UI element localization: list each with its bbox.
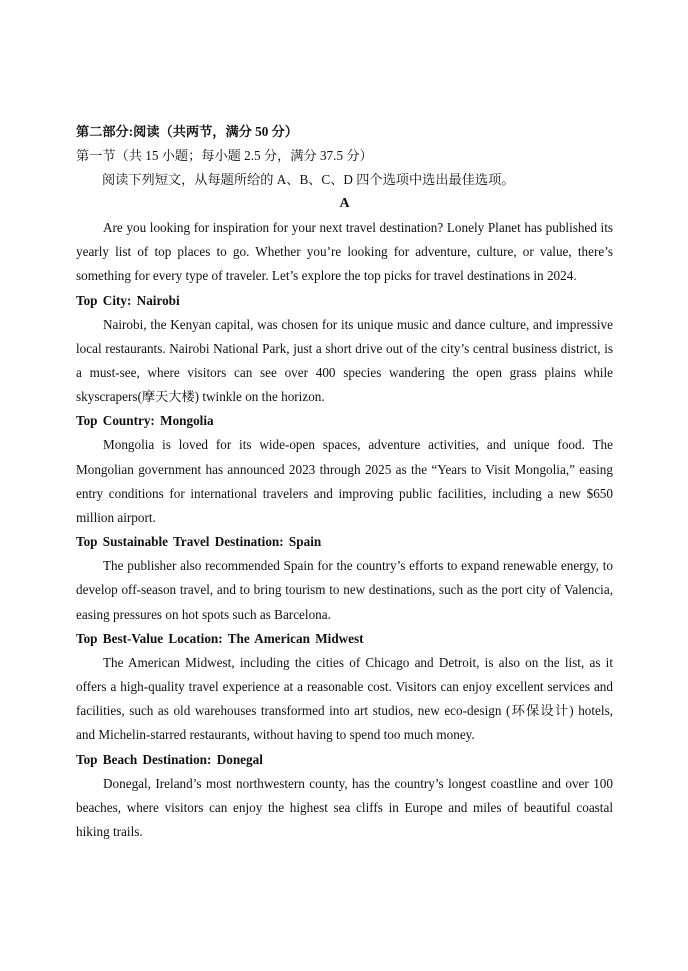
instruction-text: 阅读下列短文，从每题所给的 A、B、C、D 四个选项中选出最佳选项。 — [102, 172, 515, 187]
section-mongolia — [76, 409, 613, 530]
section-heading: Top Sustainable Travel Destination: Spain — [76, 534, 322, 550]
section-title: 第一节（共 15 小题；每小题 2.5 分，满分 37.5 分） — [76, 148, 373, 163]
section-body: Nairobi, the Kenyan capital, was chosen for its unique music and dance culture, and impressive local restaurants. Nairobi National Park, just a short drive out of the city’s central business district, is a must-see, where visitors can see over 400 species wandering the open grass plains while skyscrapers(摩天大楼) twinkle on the horizon. — [76, 316, 613, 405]
section-heading: Top Beach Destination: Donegal — [76, 751, 263, 767]
intro-paragraph: Are you looking for inspiration for your next travel destination? Lonely Planet has published its yearly list of top places to go. Whether you’re looking for adventure, culture, or value, there’s something for every type of traveler. Let’s explore the top picks for travel destinations in 2024. — [76, 220, 613, 284]
section-body: The publisher also recommended Spain for the country’s efforts to expand renewable energy, to develop off-season travel, and to bring tourism to new destinations, such as the port city of Valencia, easing pressures on hot spots such as Barcelona. — [76, 558, 613, 622]
section-nairobi — [76, 289, 613, 410]
section-donegal — [76, 748, 613, 845]
section-heading: Top Country: Mongolia — [76, 413, 214, 429]
section-body: The American Midwest, including the cities of Chicago and Detroit, is also on the list, as it offers a high-quality travel experience at a reasonable cost. Visitors can enjoy excellent services and facilities, such as old warehouses transformed into art studios, new eco-design (环保设计) hotels, and Michelin-starred restaurants, without having to spend too much money. — [76, 654, 613, 743]
exam-page — [76, 120, 613, 844]
section-spain — [76, 530, 613, 627]
section-heading: Top Best-Value Location: The American Midwest — [76, 630, 364, 646]
section-midwest — [76, 627, 613, 748]
part-title: 第二部分:阅读（共两节，满分 50 分） — [76, 124, 298, 139]
passage-intro — [76, 216, 613, 289]
section-body: Mongolia is loved for its wide-open spaces, adventure activities, and unique food. The Mongolian government has announced 2023 through 2025 as the “Years to Visit Mongolia,” easing entry conditions for international travelers and improving public facilities, including a new $650 million airport. — [76, 437, 613, 526]
section-heading: Top City: Nairobi — [76, 292, 180, 308]
section-body: Donegal, Ireland’s most northwestern county, has the country’s longest coastline and over 100 beaches, where visitors can enjoy the highest sea cliffs in Europe and miles of beautiful coastal hiking trails. — [76, 775, 613, 840]
passage-label: A — [339, 196, 350, 211]
